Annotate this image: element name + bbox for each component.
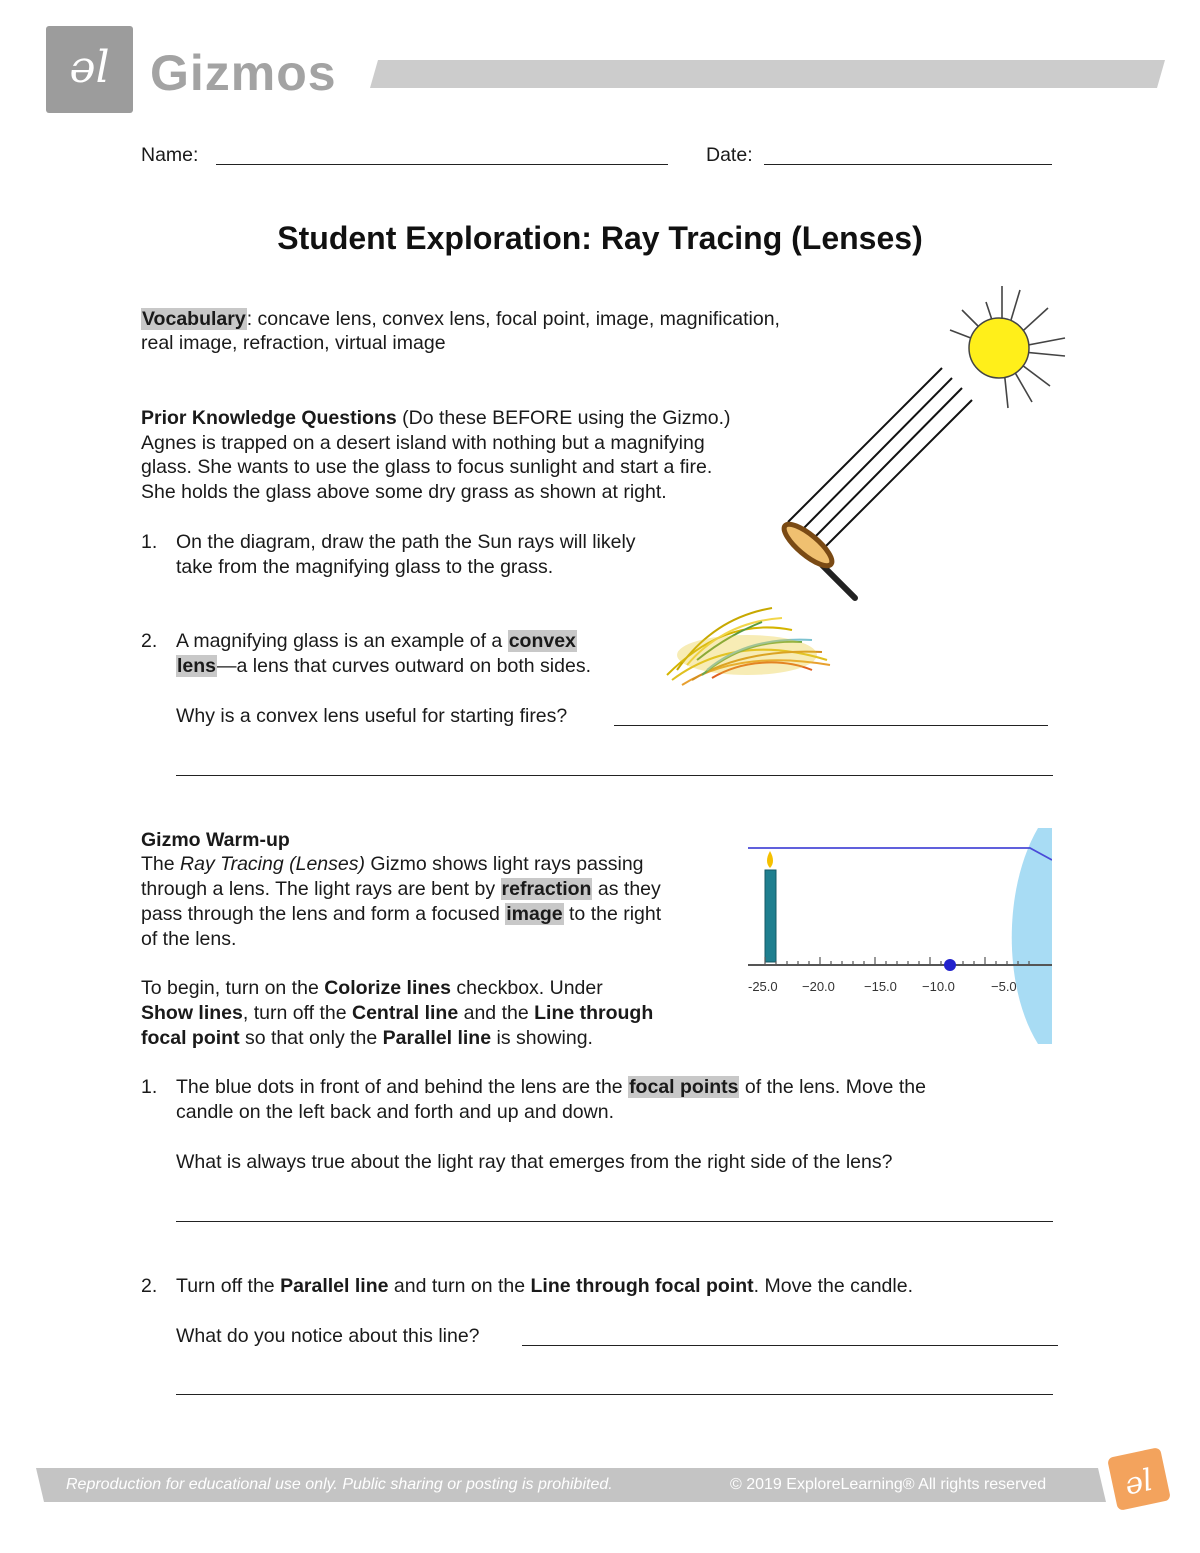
warmup-q1-question: What is always true about the light ray that emerges from the right side of the lens? [176, 1151, 893, 1173]
warmup-p1-line-1: The Ray Tracing (Lenses) Gizmo shows light rays passing [141, 853, 644, 875]
term-focal-points: focal points [629, 1076, 739, 1098]
sun-icon [950, 286, 1065, 408]
focal-point-dot[interactable] [944, 959, 956, 971]
answer-line-warmup-q2-b[interactable] [176, 1394, 1053, 1395]
prior-line-3: She holds the glass above some dry grass as shown at right. [141, 481, 667, 503]
footer-disclaimer: Reproduction for educational use only. Public sharing or posting is prohibited. [66, 1476, 613, 1493]
prior-line-2: glass. She wants to use the glass to focus sunlight and start a fire. [141, 456, 713, 478]
warmup-p1-line-3: pass through the lens and form a focused image to the right [141, 903, 662, 925]
gizmo-ray-tracing-figure [748, 828, 1052, 1044]
date-label: Date: [706, 144, 753, 166]
term-refraction: refraction [501, 878, 592, 900]
warmup-q1-line-2: candle on the left back and forth and up and down. [176, 1101, 614, 1123]
answer-line-warmup-q2-a[interactable] [522, 1345, 1058, 1346]
axis-label-4: −10.0 [922, 979, 955, 994]
warmup-q2-number: 2. [141, 1275, 158, 1297]
date-field[interactable] [764, 164, 1052, 165]
prior-q2-question: Why is a convex lens useful for starting fires? [176, 705, 568, 727]
vocabulary-line-1: Vocabulary: concave lens, convex lens, focal point, image, magnification, [142, 308, 780, 330]
term-convex: convex [508, 630, 576, 652]
axis-label-1: -25.0 [748, 979, 778, 994]
term-lens: lens [177, 655, 217, 677]
prior-q2-line-2: lens—a lens that curves outward on both sides. [177, 655, 591, 677]
sun-magnifier-illustration [770, 280, 1080, 610]
answer-line-prior-q2-b[interactable] [176, 775, 1053, 776]
magnifying-glass-icon [779, 518, 855, 598]
sun-rays [788, 368, 972, 550]
vocabulary-line-2: real image, refraction, virtual image [141, 332, 446, 354]
warmup-q1-line-1: The blue dots in front of and behind the lens are the focal points of the lens. Move the [176, 1076, 926, 1098]
logo-glyph: ǝl [69, 42, 110, 93]
parallel-ray [748, 848, 1052, 860]
warmup-q2-question: What do you notice about this line? [176, 1325, 480, 1347]
answer-line-prior-q2-a[interactable] [614, 725, 1048, 726]
name-label: Name: [141, 144, 199, 166]
warmup-p1-line-4: of the lens. [141, 928, 237, 950]
axis-label-3: −15.0 [864, 979, 897, 994]
warmup-p1-line-2: through a lens. The light rays are bent by refraction as they [141, 878, 661, 900]
axis-label-2: −20.0 [802, 979, 835, 994]
svg-text:ǝl: ǝl [1121, 1462, 1156, 1503]
distance-axis [748, 957, 1052, 994]
warmup-q2-line-1: Turn off the Parallel line and turn on the Line through focal point. Move the candle. [176, 1275, 913, 1297]
explorelearning-logo-icon [1102, 1444, 1174, 1516]
brand-name: Gizmos [150, 45, 337, 101]
warmup-heading: Gizmo Warm-up [141, 829, 290, 851]
prior-q1-line-2: take from the magnifying glass to the grass. [176, 556, 554, 578]
warmup-p2-line-1: To begin, turn on the Colorize lines checkbox. Under [141, 977, 603, 999]
page-title: Student Exploration: Ray Tracing (Lenses) [277, 220, 923, 256]
axis-label-5: −5.0 [991, 979, 1017, 994]
warmup-p2-line-2: Show lines, turn off the Central line and the Line through [141, 1002, 654, 1024]
prior-knowledge-heading: Prior Knowledge Questions (Do these BEFORE using the Gizmo.) [141, 407, 731, 429]
prior-q2-line-1: A magnifying glass is an example of a convex [176, 630, 576, 652]
prior-q2-number: 2. [141, 630, 158, 652]
answer-line-warmup-q1[interactable] [176, 1221, 1053, 1222]
gizmos-logo [46, 26, 133, 113]
warmup-p2-line-3: focal point so that only the Parallel line is showing. [141, 1027, 593, 1049]
prior-q1-number: 1. [141, 531, 158, 553]
lens-shape [1012, 828, 1052, 1044]
grass-illustration [662, 600, 834, 690]
name-field[interactable] [216, 164, 668, 165]
footer-copyright: © 2019 ExploreLearning® All rights reserved [730, 1476, 1047, 1493]
prior-line-1: Agnes is trapped on a desert island with nothing but a magnifying [141, 432, 705, 454]
term-image: image [506, 903, 563, 925]
header-bar [370, 60, 1165, 88]
candle-icon [765, 851, 776, 962]
vocabulary-label: Vocabulary [142, 308, 246, 330]
warmup-q1-number: 1. [141, 1076, 158, 1098]
prior-q1-line-1: On the diagram, draw the path the Sun rays will likely [176, 531, 636, 553]
